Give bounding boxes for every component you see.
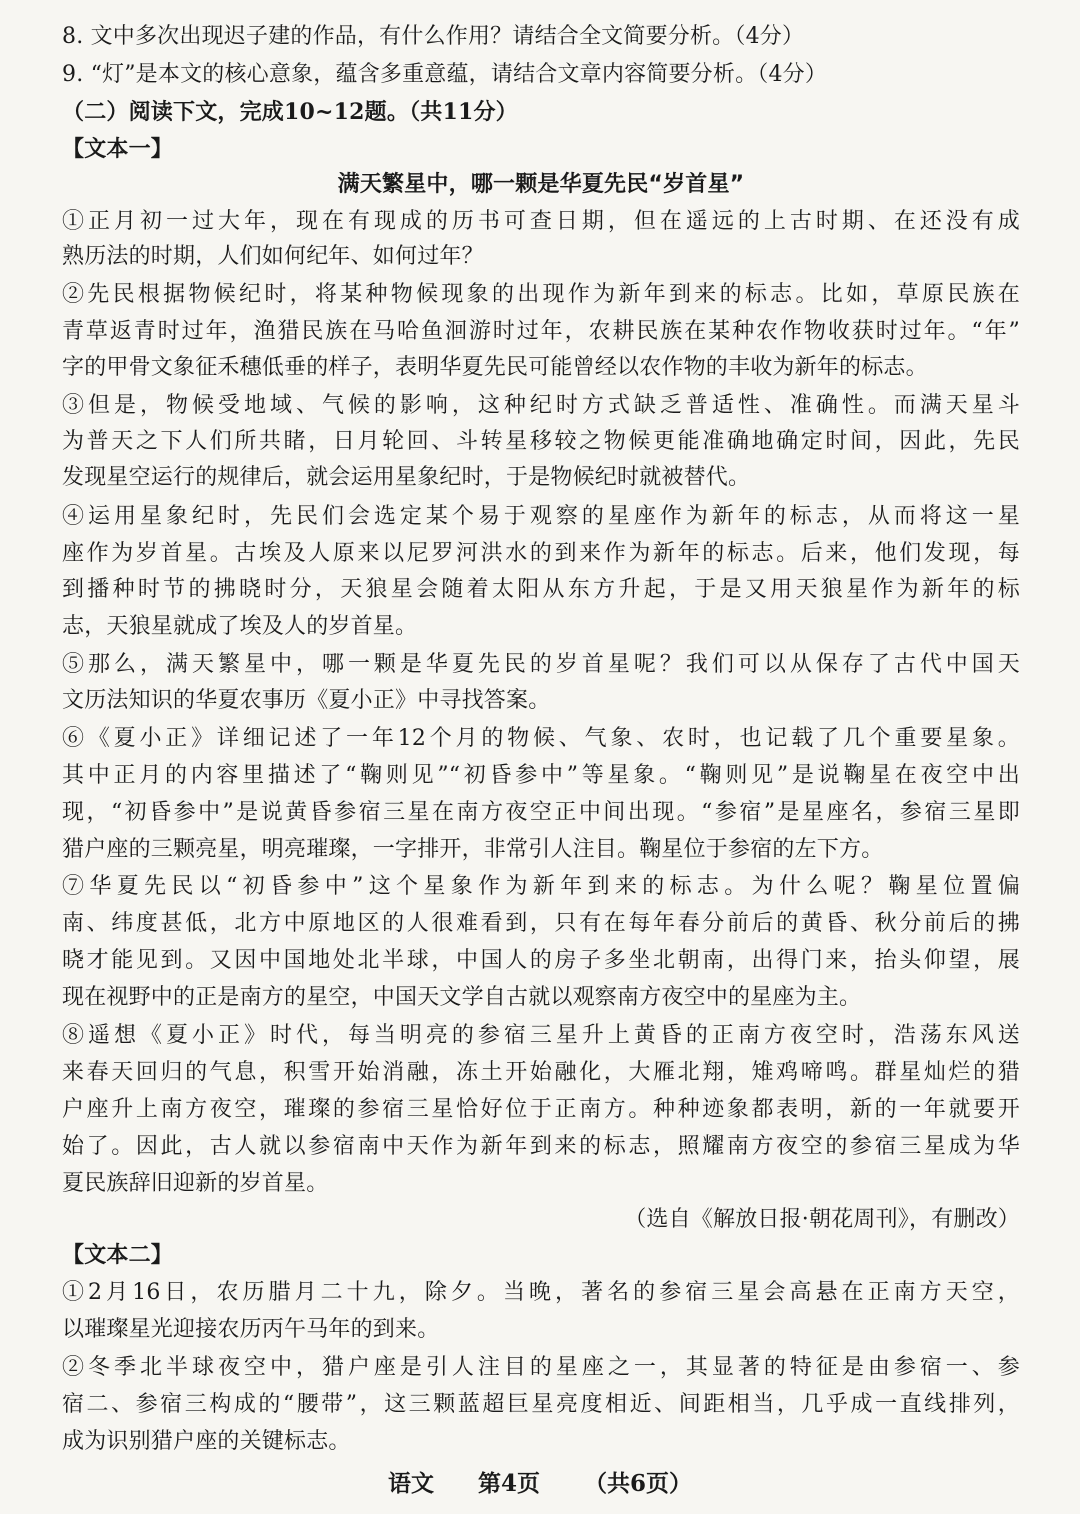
- text-2-line: ①2月16日，农历腊月二十九，除夕。当晚，著名的参宿三星会高悬在正南方天空，: [62, 1280, 1020, 1305]
- text-2-line: 以璀璨星光迎接农历丙午马年的到来。: [62, 1317, 440, 1342]
- source-citation: （选自《解放日报·朝花周刊》，有删改）: [624, 1207, 1020, 1232]
- question-8: 8. 文中多次出现迟子建的作品，有什么作用？请结合全文简要分析。（4分）: [62, 24, 805, 49]
- text-1-line: 夏民族辞旧迎新的岁首星。: [62, 1171, 329, 1196]
- text-2-line: ②冬季北半球夜空中，猎户座是引人注目的星座之一，其显著的特征是由参宿一、参: [62, 1355, 1020, 1380]
- text-1-line: 现在视野中的正是南方的星空，中国天文学自古就以观察南方夜空中的星座为主。: [62, 985, 862, 1010]
- footer-total-pages: （共6页）: [584, 1470, 693, 1497]
- text-1-label: 【文本一】: [62, 136, 174, 162]
- article-title: 满天繁星中，哪一颗是华夏先民“岁首星”: [337, 172, 745, 197]
- page-footer: [0, 1469, 1080, 1499]
- text-2-label: 【文本二】: [62, 1242, 174, 1268]
- text-1-line: ②先民根据物候纪时，将某种物候现象的出现作为新年到来的标志。比如，草原民族在: [62, 282, 1020, 307]
- text-1-line: 青草返青时过年，渔猎民族在马哈鱼洄游时过年，农耕民族在某种农作物收获时过年。“年”: [62, 319, 1020, 344]
- text-1-line: ⑧遥想《夏小正》时代，每当明亮的参宿三星升上黄昏的正南方夜空时，浩荡东风送: [62, 1023, 1020, 1048]
- text-1-line: 文历法知识的华夏农事历《夏小正》中寻找答案。: [62, 688, 551, 713]
- text-1-line: ⑥《夏小正》详细记述了一年12个月的物候、气象、农时，也记载了几个重要星象。: [62, 726, 1020, 751]
- text-1-line: 字的甲骨文象征禾穗低垂的样子，表明华夏先民可能曾经以农作物的丰收为新年的标志。: [62, 355, 928, 380]
- text-1-line: ④运用星象纪时，先民们会选定某个易于观察的星座作为新年的标志，从而将这一星: [62, 504, 1020, 529]
- text-1-line: 户座升上南方夜空，璀璨的参宿三星恰好位于正南方。种种迹象都表明，新的一年就要开: [62, 1097, 1020, 1122]
- text-1-line: 到播种时节的拂晓时分，天狼星会随着太阳从东方升起，于是又用天狼星作为新年的标: [62, 577, 1020, 602]
- text-1-line: 来春天回归的气息，积雪开始消融，冻土开始融化，大雁北翔，雉鸡啼鸣。群星灿烂的猎: [62, 1060, 1020, 1085]
- section-2-heading: （二）阅读下文，完成10~12题。（共11分）: [62, 99, 518, 125]
- text-1-line: ①正月初一过大年，现在有现成的历书可查日期，但在遥远的上古时期、在还没有成: [62, 209, 1020, 234]
- text-1-line: 熟历法的时期，人们如何纪年、如何过年？: [62, 244, 484, 269]
- text-1-line: 现，“初昏参中”是说黄昏参宿三星在南方夜空正中间出现。“参宿”是星座名，参宿三星即: [62, 800, 1020, 825]
- question-9: 9. “灯”是本文的核心意象，蕴含多重意蕴，请结合文章内容简要分析。（4分）: [62, 62, 828, 87]
- footer-subject: 语文: [387, 1470, 434, 1497]
- text-1-line: 晓才能见到。又因中国地处北半球，中国人的房子多坐北朝南，出得门来，抬头仰望，展: [62, 948, 1020, 973]
- footer-page-number: 第4页: [477, 1470, 540, 1497]
- text-1-line: 猎户座的三颗亮星，明亮璀璨，一字排开，非常引人注目。鞠星位于参宿的左下方。: [62, 837, 884, 862]
- text-1-line: ③但是，物候受地域、气候的影响，这种纪时方式缺乏普适性、准确性。而满天星斗: [62, 393, 1020, 418]
- text-1-line: 座作为岁首星。古埃及人原来以尼罗河洪水的到来作为新年的标志。后来，他们发现，每: [62, 541, 1020, 566]
- text-1-line: 志，天狼星就成了埃及人的岁首星。: [62, 614, 418, 639]
- text-1-line: 始了。因此，古人就以参宿南中天作为新年到来的标志，照耀南方夜空的参宿三星成为华: [62, 1134, 1020, 1159]
- text-2-line: 成为识别猎户座的关键标志。: [62, 1429, 351, 1454]
- text-1-line: 南、纬度甚低，北方中原地区的人很难看到，只有在每年春分前后的黄昏、秋分前后的拂: [62, 911, 1020, 936]
- text-1-line: ⑦华夏先民以“初昏参中”这个星象作为新年到来的标志。为什么呢？鞠星位置偏: [62, 874, 1020, 899]
- text-1-line: ⑤那么，满天繁星中，哪一颗是华夏先民的岁首星呢？我们可以从保存了古代中国天: [62, 652, 1020, 677]
- text-1-line: 其中正月的内容里描述了“鞠则见”“初昏参中”等星象。“鞠则见”是说鞠星在夜空中出: [62, 763, 1020, 788]
- text-2-line: 宿二、参宿三构成的“腰带”，这三颗蓝超巨星亮度相近、间距相当，几乎成一直线排列，: [62, 1392, 1020, 1417]
- text-1-line: 为普天之下人们所共睹，日月轮回、斗转星移较之物候更能准确地确定时间，因此，先民: [62, 429, 1020, 454]
- text-1-line: 发现星空运行的规律后，就会运用星象纪时，于是物候纪时就被替代。: [62, 465, 751, 490]
